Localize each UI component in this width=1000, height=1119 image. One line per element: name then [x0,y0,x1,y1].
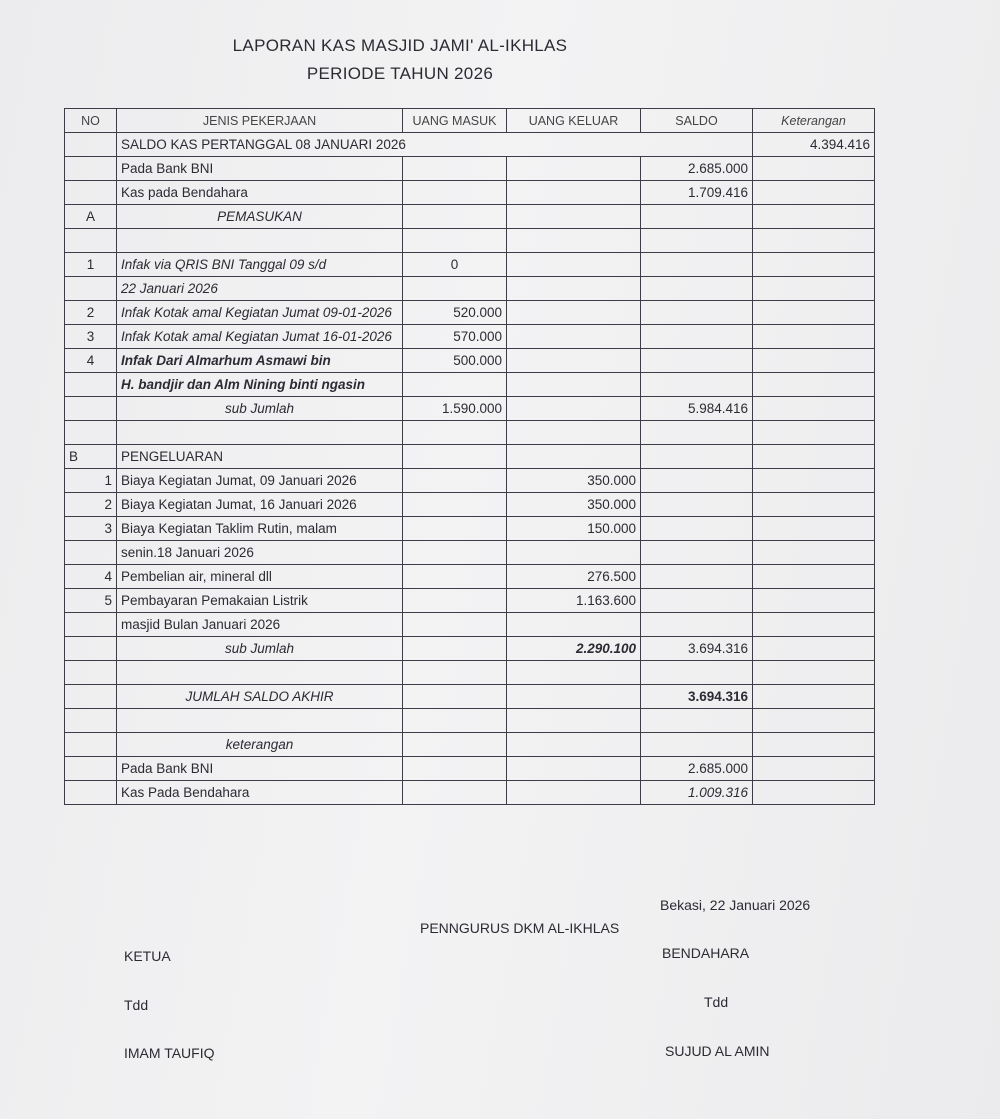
row-description-cont: senin.18 Januari 2026 [117,541,403,565]
row-description: Pembayaran Pemakaian Listrik [117,589,403,613]
section-row-pemasukan [65,205,875,229]
table-row [65,469,875,493]
cash-ledger-table [64,108,875,805]
final-keterangan-label: keterangan [117,733,403,757]
header-no: NO [65,109,117,133]
subtotal-saldo: 5.984.416 [641,397,753,421]
row-uang-masuk: 520.000 [403,301,507,325]
table-row [65,613,875,637]
row-uang-masuk: 500.000 [403,349,507,373]
opening-balance-label: SALDO KAS PERTANGGAL 08 JANUARI 2026 [117,133,753,157]
section-title: PENGELUARAN [117,445,403,469]
report-period: PERIODE TAHUN 2026 [306,64,494,83]
table-row [65,541,875,565]
table-row [65,325,875,349]
signature-right: Tdd [704,994,729,1010]
table-row [65,373,875,397]
row-no: 3 [65,517,117,541]
header-jenis: JENIS PEKERJAAN [117,109,403,133]
table-row [65,301,875,325]
table-row [65,757,875,781]
row-no: 1 [65,469,117,493]
section-title: PEMASUKAN [117,205,403,229]
subtotal-label: sub Jumlah [117,397,403,421]
row-description: Infak Dari Almarhum Asmawi bin [117,349,403,373]
table-row [65,733,875,757]
row-uang-keluar: 350.000 [507,469,641,493]
row-no: 1 [65,253,117,277]
subtotal-row-pemasukan [65,397,875,421]
row-description-cont: H. bandjir dan Alm Nining binti ngasin [117,373,403,397]
table-row [65,157,875,181]
opening-kas-value: 1.709.416 [641,181,753,205]
table-row [65,349,875,373]
opening-bank-label: Pada Bank BNI [117,157,403,181]
header-saldo: SALDO [641,109,753,133]
subtotal-uang-keluar: 2.290.100 [507,637,641,661]
signatory-role-right: BENDAHARA [662,945,750,961]
table-row [65,589,875,613]
table-header-row [65,109,875,133]
subtotal-row-pengeluaran [65,637,875,661]
place-date: Bekasi, 22 Januari 2026 [660,897,811,913]
final-balance-value: 3.694.316 [641,685,753,709]
final-balance-label: JUMLAH SALDO AKHIR [117,685,403,709]
row-no: 4 [65,349,117,373]
row-description: Infak Kotak amal Kegiatan Jumat 09-01-2026 [117,301,403,325]
row-description: Infak Kotak amal Kegiatan Jumat 16-01-2026 [117,325,403,349]
row-no: 3 [65,325,117,349]
row-description: Biaya Kegiatan Taklim Rutin, malam [117,517,403,541]
row-description-cont: 22 Januari 2026 [117,277,403,301]
table-row [65,565,875,589]
organization-name: PENNGURUS DKM AL-IKHLAS [420,920,620,936]
subtotal-uang-masuk: 1.590.000 [403,397,507,421]
table-row [65,181,875,205]
table-row [65,277,875,301]
row-no: 2 [65,493,117,517]
row-no: 2 [65,301,117,325]
row-uang-keluar: 1.163.600 [507,589,641,613]
header-uang-keluar: UANG KELUAR [507,109,641,133]
row-description: Biaya Kegiatan Jumat, 16 Januari 2026 [117,493,403,517]
header-keterangan: Keterangan [753,109,875,133]
table-row [65,517,875,541]
opening-bank-value: 2.685.000 [641,157,753,181]
final-bank-value: 2.685.000 [641,757,753,781]
table-row [65,493,875,517]
section-row-pengeluaran [65,445,875,469]
report-title: LAPORAN KAS MASJID JAMI' AL-IKHLAS [232,36,568,55]
signature-left: Tdd [124,997,149,1013]
row-uang-keluar: 350.000 [507,493,641,517]
section-code: A [65,205,117,229]
final-balance-row [65,685,875,709]
section-code: B [65,445,117,469]
opening-kas-label: Kas pada Bendahara [117,181,403,205]
row-description: Pembelian air, mineral dll [117,565,403,589]
row-uang-masuk: 0 [403,253,507,277]
header-uang-masuk: UANG MASUK [403,109,507,133]
final-kas-value: 1.009.316 [641,781,753,805]
row-description-cont: masjid Bulan Januari 2026 [117,613,403,637]
row-no: 5 [65,589,117,613]
signatory-name-left: IMAM TAUFIQ [124,1045,215,1061]
opening-balance-total: 4.394.416 [753,133,875,157]
subtotal-label: sub Jumlah [117,637,403,661]
row-uang-keluar: 276.500 [507,565,641,589]
signatory-name-right: SUJUD AL AMIN [665,1043,770,1059]
row-uang-masuk: 570.000 [403,325,507,349]
table-row [65,253,875,277]
row-description: Infak via QRIS BNI Tanggal 09 s/d [117,253,403,277]
table-row [65,133,875,157]
final-bank-label: Pada Bank BNI [117,757,403,781]
final-kas-label: Kas Pada Bendahara [117,781,403,805]
row-uang-keluar: 150.000 [507,517,641,541]
row-description: Biaya Kegiatan Jumat, 09 Januari 2026 [117,469,403,493]
table-row [65,781,875,805]
signatory-role-left: KETUA [124,948,171,964]
subtotal-saldo: 3.694.316 [641,637,753,661]
row-no: 4 [65,565,117,589]
